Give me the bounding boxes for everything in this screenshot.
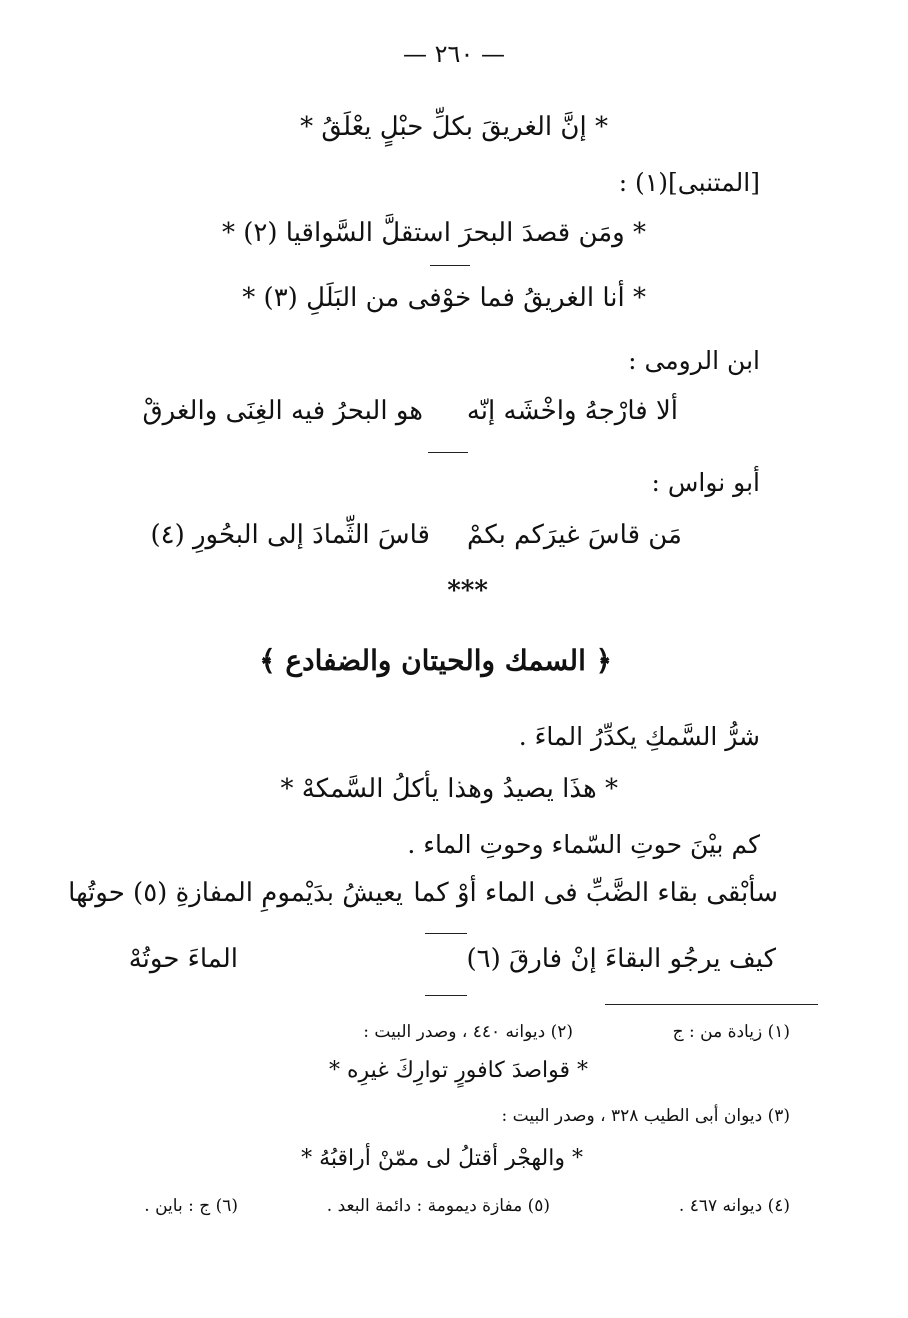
footnote-3: (٣) ديوان أبى الطيب ٣٢٨ ، وصدر البيت : <box>501 1106 790 1126</box>
footnote-4: (٤) ديوانه ٤٦٧ . <box>678 1196 790 1216</box>
section-title: ﴿ السمك والحيتان والضفادع ﴾ <box>259 644 612 677</box>
footnote-2: (٢) ديوانه ٤٤٠ ، وصدر البيت : <box>363 1022 573 1042</box>
verse-5-right: سأبْقى بقاء الضَّبِّ فى الماء أوْ كما <box>413 878 778 908</box>
verse-2b: * أنا الغريقُ فما خوْفى من البَلَلِ (٣) * <box>242 283 646 313</box>
asterisk-separator: *** <box>447 576 488 606</box>
separator-dash-3 <box>425 933 467 934</box>
verse-6-right: كيف يرجُو البقاءَ إنْ فارقَ (٦) <box>466 944 776 974</box>
poet-abu-nuwas: أبو نواس : <box>651 468 760 497</box>
hemistich-1: * إنَّ الغريقَ بكلِّ حبْلٍ يعْلَقُ * <box>300 112 608 142</box>
verse-3-right: ألا فارْجهُ واخْشَه إنّه <box>466 396 678 426</box>
footnote-2-verse: * قواصدَ كافورٍ توارِكَ غيرِه * <box>328 1058 588 1083</box>
footnote-rule <box>605 1004 818 1005</box>
separator-dash <box>430 265 470 266</box>
verse-3-left: هو البحرُ فيه الغِنَى والغرقْ <box>142 396 423 426</box>
verse-2a: * ومَن قصدَ البحرَ استقلَّ السَّواقيا (٢) * <box>221 218 646 248</box>
footnote-5: (٥) مفازة ديمومة : دائمة البعد . <box>326 1196 550 1216</box>
proverb-3: كم بيْنَ حوتِ السّماء وحوتِ الماء . <box>407 830 760 859</box>
footnote-3-verse: * والهجْر أقتلُ لى ممّنْ أراقبُهُ * <box>301 1146 583 1171</box>
footnote-6: (٦) ج : باين . <box>144 1196 238 1216</box>
separator-dash-4 <box>425 995 467 996</box>
proverb-1: شرُّ السَّمكِ يكدِّرُ الماءَ . <box>518 722 760 751</box>
footnote-1: (١) زيادة من : ج <box>672 1022 790 1042</box>
verse-6-left: الماءَ حوتُهْ <box>128 944 238 974</box>
verse-5-left: يعيشُ بدَيْمومِ المفازةِ (٥) حوتُها <box>68 878 403 908</box>
verse-4-left: قاسَ الثِّمادَ إلى البحُورِ (٤) <box>150 520 430 550</box>
poet-ibn-al-rumi: ابن الرومى : <box>628 346 760 375</box>
proverb-2: * هذَا يصيدُ وهذا يأكلُ السَّمكهْ * <box>280 774 618 804</box>
verse-4-right: مَن قاسَ غيرَكم بكمْ <box>467 520 682 550</box>
separator-dash-2 <box>428 452 468 453</box>
poet-mutanabbi: [المتنبى](١) : <box>618 168 760 197</box>
page-number: — ٢٦٠ — <box>403 40 505 68</box>
